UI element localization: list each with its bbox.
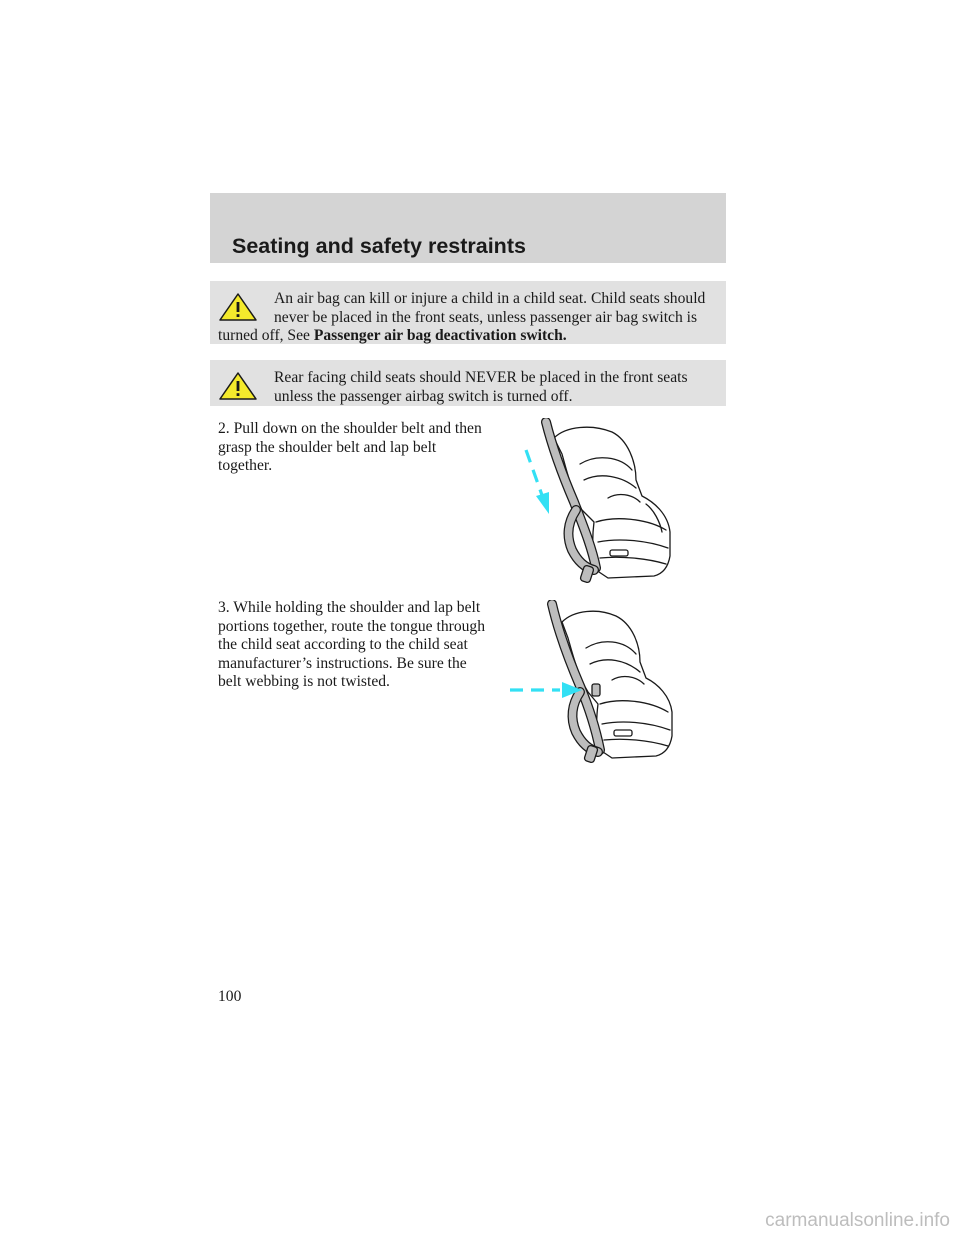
step-2-text: 2. Pull down on the shoulder belt and then grasp the shoulder belt and lap belt together. — [218, 420, 482, 474]
step-3-text: 3. While holding the shoulder and lap belt portions together, route the tongue through the child seat according to the child seat manufacturer’s instructions. Be sure the belt webbing is not twisted. — [218, 599, 486, 690]
warning-reference-bold: Passenger air bag deactivation switch. — [313, 327, 567, 344]
warning-triangle-icon — [218, 371, 258, 401]
warning-box-rear-facing — [210, 360, 726, 406]
child-seat-route-tongue-illustration — [508, 600, 698, 772]
page-title: Seating and safety restraints — [232, 234, 526, 258]
warning-box-air-bag — [210, 281, 726, 344]
warning-text: An air bag can kill or injure a child in a child seat. Child seats should never be placed in the front seats, unless passenger air bag switch is turned off, See — [218, 290, 706, 344]
watermark: carmanualsonline.info — [765, 1210, 950, 1231]
page-number: 100 — [218, 988, 242, 1005]
header-band — [210, 193, 726, 263]
warning-triangle-icon — [218, 292, 258, 322]
child-seat-pull-belt-illustration — [496, 418, 696, 590]
warning-text: Rear facing child seats should NEVER be placed in the front seats unless the passenger airbag switch is turned off. — [274, 369, 688, 405]
